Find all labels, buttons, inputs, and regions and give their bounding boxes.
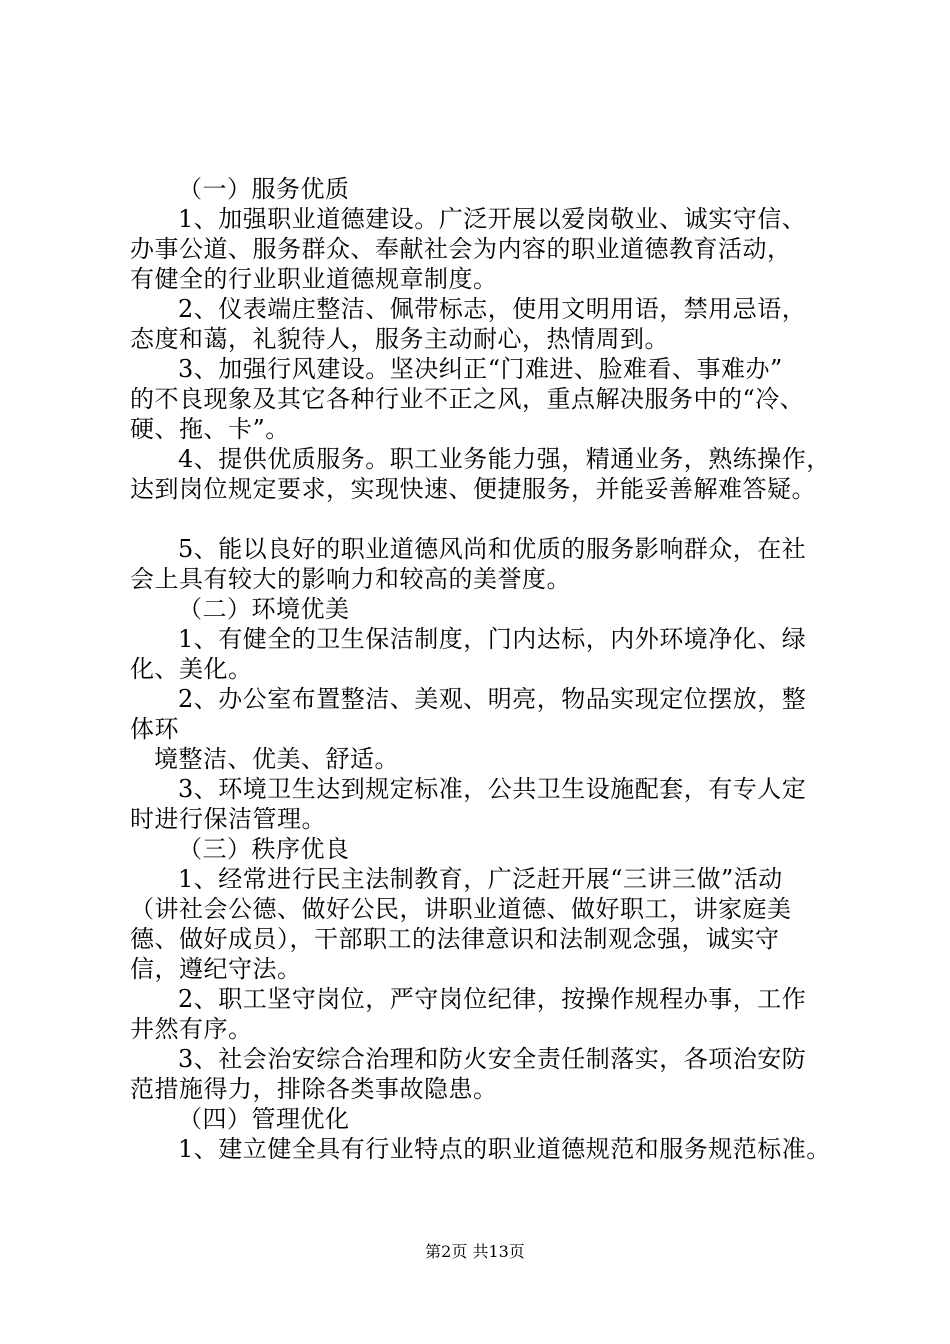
paragraph-line: 信，遵纪守法。 xyxy=(130,955,302,983)
blank-line xyxy=(130,504,850,534)
paragraph-line: 化、美化。 xyxy=(130,655,253,683)
paragraph-line: 时进行保洁管理。 xyxy=(130,805,326,833)
paragraph-line: 2、办公室布置整洁、美观、明亮，物品实现定位摆放，整 xyxy=(178,685,807,713)
paragraph-line: 会上具有较大的影响力和较高的美誉度。 xyxy=(130,565,571,593)
section-heading-1: （一）服务优质 xyxy=(178,175,350,203)
paragraph-line: 1、有健全的卫生保洁制度，门内达标，内外环境净化、绿 xyxy=(178,625,807,653)
section-heading-2: （二）环境优美 xyxy=(178,595,350,623)
paragraph-line: 3、环境卫生达到规定标准，公共卫生设施配套，有专人定 xyxy=(178,775,807,803)
paragraph-line: 硬、拖、卡”。 xyxy=(130,415,290,443)
paragraph-line: 办事公道、服务群众、奉献社会为内容的职业道德教育活动， xyxy=(130,235,792,263)
paragraph-line: 态度和蔼，礼貌待人，服务主动耐心，热情周到。 xyxy=(130,325,669,353)
paragraph-line: 1、建立健全具有行业特点的职业道德规范和服务规范标准。 xyxy=(178,1135,831,1163)
paragraph-line: 体环 xyxy=(130,715,179,743)
paragraph-line: 境整洁、优美、舒适。 xyxy=(154,745,399,773)
paragraph-line: 3、社会治安综合治理和防火安全责任制落实，各项治安防 xyxy=(178,1045,807,1073)
page-number-footer: 第2页 共13页 xyxy=(425,1242,525,1261)
paragraph-line: 有健全的行业职业道德规章制度。 xyxy=(130,265,498,293)
section-heading-3: （三）秩序优良 xyxy=(178,835,350,863)
document-body xyxy=(130,174,850,1164)
paragraph-line: 3、加强行风建设。坚决纠正“门难进、脸难看、事难办” xyxy=(178,355,783,383)
paragraph-line: 的不良现象及其它各种行业不正之风，重点解决服务中的“冷、 xyxy=(130,385,805,413)
paragraph-line: 井然有序。 xyxy=(130,1015,253,1043)
paragraph-line: （讲社会公德、做好公民，讲职业道德、做好职工，讲家庭美 xyxy=(130,895,792,923)
paragraph-line: 范措施得力，排除各类事故隐患。 xyxy=(130,1075,498,1103)
paragraph-line: 5、能以良好的职业道德风尚和优质的服务影响群众，在社 xyxy=(178,535,807,563)
paragraph-line: 1、经常进行民主法制教育，广泛赶开展“三讲三做”活动 xyxy=(178,865,783,893)
paragraph-line: 达到岗位规定要求，实现快速、便捷服务，并能妥善解难答疑。 xyxy=(130,475,816,503)
section-heading-4: （四）管理优化 xyxy=(178,1105,350,1133)
paragraph-line: 4、提供优质服务。职工业务能力强，精通业务，熟练操作， xyxy=(178,445,831,473)
paragraph-line: 2、职工坚守岗位，严守岗位纪律，按操作规程办事，工作 xyxy=(178,985,807,1013)
paragraph-line: 2、仪表端庄整洁、佩带标志，使用文明用语，禁用忌语， xyxy=(178,295,807,323)
paragraph-line: 德、做好成员），干部职工的法律意识和法制观念强，诚实守 xyxy=(130,925,780,953)
paragraph-line: 1、加强职业道德建设。广泛开展以爱岗敬业、诚实守信、 xyxy=(178,205,807,233)
